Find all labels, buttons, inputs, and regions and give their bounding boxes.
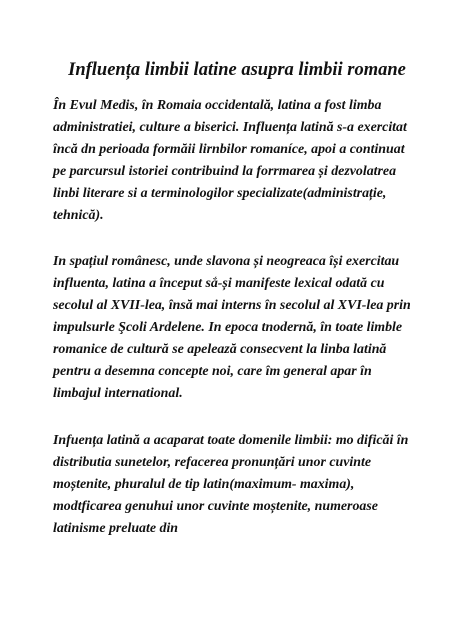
paragraph-2 xyxy=(53,251,433,405)
paragraph-2-line: influenta, latina a început sắ-și manifeste lexical odată cu xyxy=(53,276,385,291)
paragraph-3-line: Infuența latină a acaparat toate domenile limbii: mo dificăi în xyxy=(53,433,409,448)
paragraph-1-line: În Evul Medis, în Romaia occidentală, latina a fost limba xyxy=(53,98,382,113)
paragraph-1-line: linbi literare si a terminologilor specializate(administrație, xyxy=(53,186,387,201)
paragraph-1-line: administratiei, culture a biserici. Influența latină s-a exercitat xyxy=(53,120,407,135)
paragraph-3-line: modtficarea genuhui unor cuvinte moștenite, numeroase xyxy=(53,499,378,514)
paragraph-2-line: limbajul international. xyxy=(53,386,183,401)
paragraph-2-line: pentru a desemna concepte noi, care îm general apar în xyxy=(53,364,372,379)
paragraph-2-line: romanice de cultură se apelează consecvent la linba latină xyxy=(53,342,387,357)
paragraph-1-line: tehnică). xyxy=(53,208,104,223)
paragraph-2-line: In spațiul românesc, unde slavona și neogreaca își exercitau xyxy=(53,254,400,269)
paragraph-1-line: pe parcursul istoriei contribuind la forrmarea și dezvolatrea xyxy=(53,164,397,179)
paragraph-2-line: secolul al XVII-lea, însă mai interns în secolul al XVI-lea prin xyxy=(53,298,411,313)
paragraph-2-line: impulsurle Şcoli Ardelene. In epoca tnodernă, în toate limble xyxy=(53,320,403,335)
paragraph-3 xyxy=(53,430,433,540)
paragraph-3-line: latinisme preluate din xyxy=(53,521,179,536)
document-title: Influența limbii latine asupra limbii romane xyxy=(68,60,406,80)
paragraph-3-line: distributia sunetelor, refacerea pronunțări unor cuvinte xyxy=(53,455,371,470)
paragraph-3-line: moștenite, phuralul de tip latin(maximum- maxima), xyxy=(53,477,355,492)
paragraph-1-line: încă dn perioada formăii lirnbilor romaníce, apoi a continuat xyxy=(53,142,405,157)
paragraph-1 xyxy=(53,95,433,227)
